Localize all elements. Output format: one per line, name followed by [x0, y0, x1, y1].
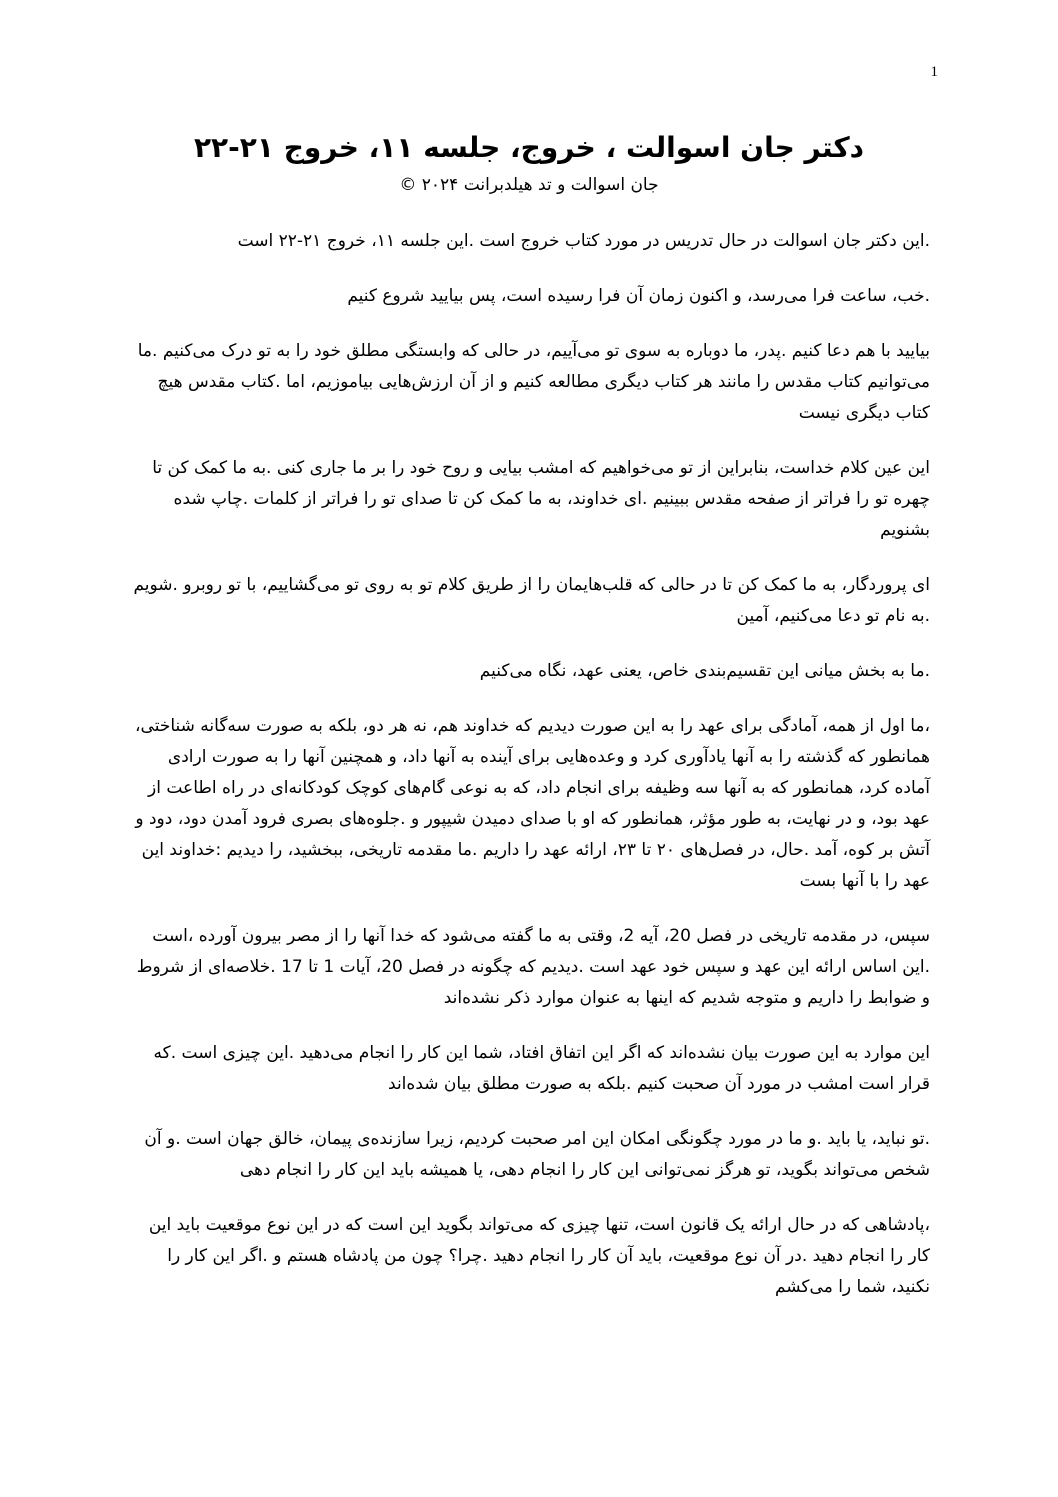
- paragraph: ای پروردگار، به ما کمک کن تا در حالی که قلب‌هایمان را از طریق کلام تو به روی تو می‌گشاییم، با تو روبرو .شویم .به نام تو دعا می‌کنیم، آمین: [133, 575, 930, 626]
- paragraph: ،پادشاهی که در حال ارائه یک قانون است، تنها چیزی که می‌تواند بگوید این است که در این نوع موقعیت باید این کار را انجام دهید .در آن نوع موقعیت، باید آن کار را انجام دهید .چرا؟ چون من پادشاه هستم و .اگر این کار را نکنید، شما را می‌کشم: [148, 1215, 930, 1297]
- copyright-line: جان اسوالت و تد هیلدبرانت ۲۰۲۴ ©: [399, 175, 659, 195]
- document-body: [128, 226, 930, 1327]
- paragraph: بیایید با هم دعا کنیم .پدر، ما دوباره به سوی تو می‌آییم، در حالی که وابستگی مطلق خود را به تو درک می‌کنیم .ما می‌توانیم کتاب مقدس را مانند هر کتاب دیگری مطالعه کنیم و از آن ارزش‌هایی بیاموزیم، اما .کتاب مقدس هیچ کتاب دیگری نیست: [137, 341, 930, 423]
- paragraph: این موارد به این صورت بیان نشده‌اند که اگر این اتفاق افتاد، شما این کار را انجام می‌دهید .این چیزی است .که قرار است امشب در مورد آن صحبت کنیم .بلکه به صورت مطلق بیان شده‌اند: [153, 1043, 930, 1094]
- paragraph: این عین کلام خداست، بنابراین از تو می‌خواهیم که امشب بیایی و روح خود را بر ما جاری کنی .به ما کمک کن تا چهره تو را فراتر از صفحه مقدس ببینیم .ای خداوند، به ما کمک کن تا صدای تو را فراتر از کلمات .چاپ شده بشنویم: [152, 458, 930, 540]
- paragraph: .تو نباید، یا باید .و ما در مورد چگونگی امکان این امر صحبت کردیم، زیرا سازنده‌ی پیمان، خالق جهان است .و آن شخص می‌تواند بگوید، تو هرگز نمی‌توانی این کار را انجام دهی، یا همیشه باید این کار را انجام دهی: [144, 1129, 930, 1180]
- document-title: دکتر جان اسوالت ، خروج، جلسه ۱۱، خروج ۲۱-۲۲: [193, 131, 865, 164]
- document-header: [128, 126, 930, 200]
- paragraph: .این دکتر جان اسوالت در حال تدریس در مورد کتاب خروج است .این جلسه ۱۱، خروج ۲۱-۲۲ است: [237, 231, 930, 251]
- paragraph: .ما به بخش میانی این تقسیم‌بندی خاص، یعنی عهد، نگاه می‌کنیم: [479, 661, 930, 681]
- paragraph: سپس، در مقدمه تاریخی در فصل 20، آیه 2، وقتی به ما گفته می‌شود که خدا آنها را از مصر بیرون آورده ،است .این اساس ارائه این عهد و سپس خود عهد است .دیدیم که چگونه در فصل 20، آیات 1 تا 17 .خلاصه‌ای از شروط و ضوابط را داریم و متوجه شدیم که اینها به عنوان موارد ذکر نشده‌اند: [136, 926, 930, 1008]
- page-number: 1: [930, 64, 938, 80]
- paragraph: ،ما اول از همه، آمادگی برای عهد را به این صورت دیدیم که خداوند هم، نه هر دو، بلکه به صورت سه‌گانه شناختی، همانطور که گذشته را به آنها یادآوری کرد و وعده‌هایی برای آینده به آنها داد، و همچنین آنها را به صورت ارادی آماده کرد، همانطور که به آنها سه وظیفه برای انجام داد، که به نوعی گام‌های کوچک کودکانه‌ای در راه اطاعت از عهد بود، و در نهایت، به طور مؤثر، همانطور که او با صدای دمیدن شیپور و .جلوه‌های بصری فرود آمدن دود، دود و آتش بر کوه، آمد .حال، در فصل‌های ۲۰ تا ۲۳، ارائه عهد را داریم .ما مقدمه تاریخی، ببخشید، را دیدیم :خداوند این عهد را با آنها بست: [135, 716, 930, 891]
- paragraph: .خب، ساعت فرا می‌رسد، و اکنون زمان آن فرا رسیده است، پس بیایید شروع کنیم: [347, 286, 930, 306]
